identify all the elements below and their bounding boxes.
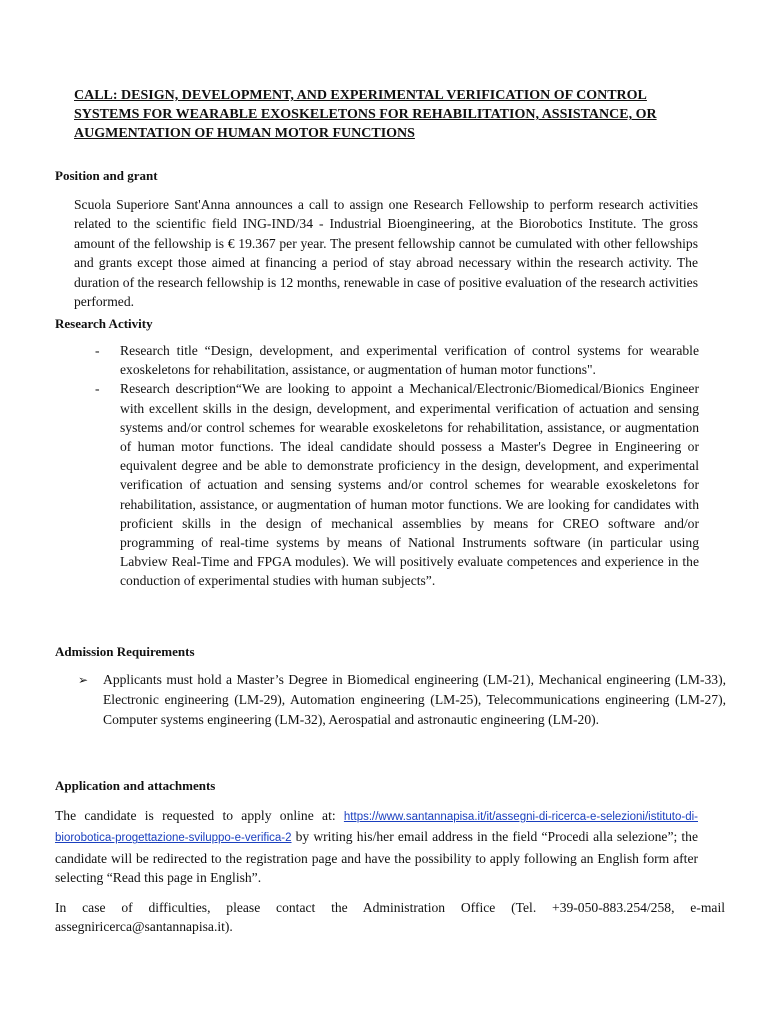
list-item-research-description <box>95 379 699 590</box>
research-title-text: Research title “Design, development, and experimental verification of control systems for wearable exoskeletons for rehabilitation, assistance, or augmentation of human motor functions". <box>120 343 699 378</box>
position-paragraph: Scuola Superiore Sant'Anna announces a call to assign one Research Fellowship to perform research activities related to the scientific field ING-IND/34 - Industrial Bioengineering, at the Biorobotics Institute. The gross amount of the fellowship is € 19.367 per year. The present fellowship cannot be cumulated with other fellowships and grants except those aimed at financing a period of stay abroad necessary within the research activity. The duration of the research fellowship is 12 months, renewable in case of positive evaluation of the research activities performed. <box>74 197 698 310</box>
research-activity-list <box>95 341 699 591</box>
application-paragraph <box>55 806 698 888</box>
heading-position-and-grant: Position and grant <box>55 168 158 183</box>
dash-bullet: - <box>95 381 100 397</box>
admission-requirements-list <box>78 670 726 730</box>
document-title: CALL: DESIGN, DEVELOPMENT, AND EXPERIMENTAL VERIFICATION OF CONTROL SYSTEMS FOR WEARABLE EXOSKELETONS FOR REHABILITATION, ASSISTANCE, OR AUGMENTATION OF HUMAN MOTOR FUNCTIONS <box>74 88 657 141</box>
heading-application-and-attachments: Application and attachments <box>55 778 216 793</box>
list-item-degree-requirement <box>78 670 726 730</box>
application-url-link[interactable]: https://www.santannapisa.it/it/assegni-di-ricerca-e-selezioni/istituto-di-biorobotica-progettazione-sviluppo-e-verifica-2 <box>55 811 698 845</box>
contact-paragraph: In case of difficulties, please contact the Administration Office (Tel. +39-050-883.254/258, e-mail assegniricerca@santannapisa.it). <box>55 900 725 935</box>
research-description-text: Research description“We are looking to appoint a Mechanical/Electronic/Biomedical/Bionics Engineer with excellent skills in the design, development, and experimental verification of actuation and sensing systems and/or control schemes for wearable exoskeletons for rehabilitation, assistance, or augmentation of human motor functions. The ideal candidate should possess a Master's Degree in Engineering or equivalent degree and be able to demonstrate proficiency in the design, development, and experimental verification of actuation and sensing systems and/or control schemes for wearable exoskeletons for rehabilitation, assistance, or augmentation of human motor functions. We are looking for candidates with proficient skills in the design of mechanical assemblies by means for CREO software and/or programming of real-time systems by means of National Instruments software (in particular using Labview Real-Time and FPGA modules). We will positively evaluate competences and experience in the conduction of experimental studies with human subjects”. <box>120 381 699 589</box>
degree-requirement-text: Applicants must hold a Master’s Degree in Biomedical engineering (LM-21), Mechanical engineering (LM-33), Electronic engineering (LM-29), Automation engineering (LM-25), Telecommunications engineering (LM-27), Computer systems engineering (LM-32), Aerospatial and astronautic engineering (LM-20). <box>103 672 726 727</box>
heading-research-activity: Research Activity <box>55 316 153 331</box>
application-text-before-link: The candidate is requested to apply online at: <box>55 808 344 823</box>
application-text-after-link: by writing his/her email address in the field “Procedi alla selezione”; the candidate will be redirected to the registration page and have the possibility to apply following an English form after selecting “Read this page in English”. <box>55 829 698 886</box>
dash-bullet: - <box>95 343 100 358</box>
heading-admission-requirements: Admission Requirements <box>55 644 195 659</box>
arrow-bullet-icon: ➢ <box>78 673 89 687</box>
list-item-research-title <box>95 341 699 379</box>
